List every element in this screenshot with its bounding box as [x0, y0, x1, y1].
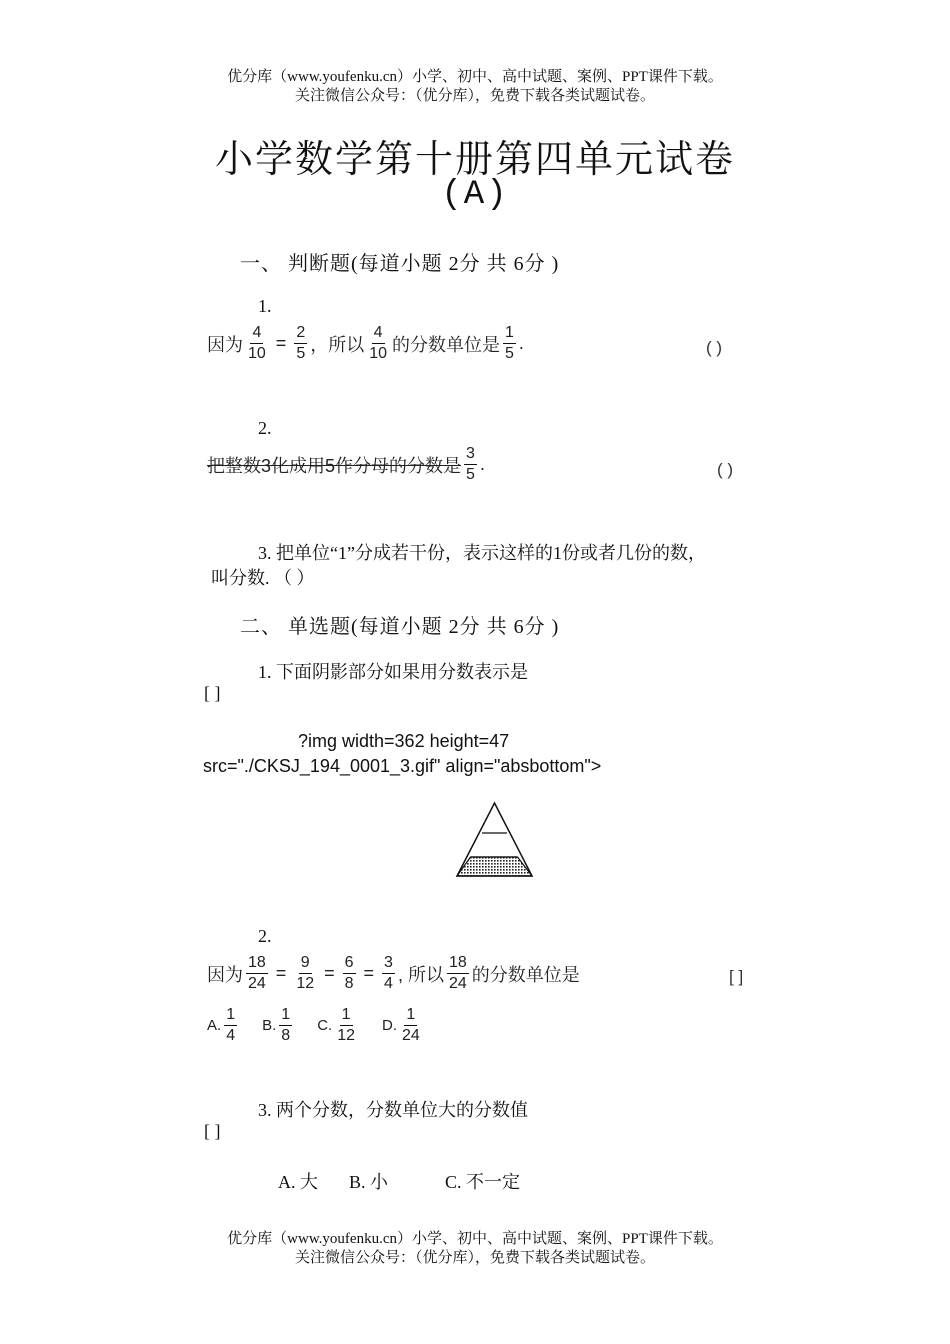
- section2-heading: 二、 单选题(每道小题 2分 共 6分 ): [240, 616, 560, 638]
- s1-q1-number: 1.: [258, 296, 272, 316]
- fraction: $\frac{9}{12}$: [296, 954, 315, 992]
- page-header-line1: 优分库（www.youfenku.cn）小学、初中、高中试题、案例、PPT课件下载。: [227, 69, 723, 85]
- fraction: $\frac{3}{5}$: [466, 445, 475, 483]
- s1-q3-line2[interactable]: 叫分数. （ ）: [211, 568, 315, 588]
- shaded-bottom-part: [457, 857, 532, 876]
- s2-q2-options: [207, 1006, 447, 1045]
- s2-q2-number: 2.: [258, 926, 272, 946]
- fraction: $\frac{1}{5}$: [505, 324, 514, 362]
- s1-q2-number: 2.: [258, 418, 272, 438]
- s1-q1-mid: ，所以: [310, 334, 365, 355]
- s2-q1-broken-image-line1: ?img width=362 height=47: [298, 731, 510, 751]
- s1-q1-pre: 因为: [207, 334, 243, 355]
- page-title: 小学数学第十册第四单元试卷: [214, 139, 735, 181]
- s1-q2-statement: 把整数3化成用5作分母的分数是 $\frac{3}{5}$ .: [207, 445, 485, 483]
- s1-q1-mid2: 的分数单位是: [392, 334, 501, 355]
- s1-q1-answer-blank[interactable]: ( ): [706, 338, 723, 357]
- option-d[interactable]: D. $\frac{1}{24}$: [381, 1006, 420, 1044]
- s2-q2-statement: 因为 $\frac{18}{24}$ = $\frac{9}{12}$ = $\frac{6}{8}$ = $\frac{3}{4}$ , 所以 $\frac{18}{24}$ 的分数单位是: [207, 954, 580, 992]
- page-subtitle: (A): [441, 176, 509, 214]
- s1-q2-answer-blank[interactable]: ( ): [717, 460, 734, 479]
- fraction: $\frac{4}{10}$: [248, 324, 266, 362]
- option-a[interactable]: A. $\frac{1}{4}$: [207, 1006, 236, 1044]
- s2-q3-option-b[interactable]: B. 小: [349, 1172, 389, 1192]
- s2-q3-option-a[interactable]: A. 大: [278, 1172, 318, 1192]
- section1-heading: 一、 判断题(每道小题 2分 共 6分 ): [240, 253, 560, 275]
- s2-q1-text: 1. 下面阴影部分如果用分数表示是: [258, 662, 528, 682]
- s1-q2-text: 把整数3化成用5作分母的分数是: [207, 452, 461, 478]
- option-b[interactable]: B. $\frac{1}{8}$: [262, 1006, 291, 1044]
- shaded-triangle-figure: [455, 800, 535, 880]
- page-header-line2: 关注微信公众号：（优分库），免费下载各类试题试卷。: [294, 88, 655, 104]
- s2-q1-answer-bracket[interactable]: [ ]: [204, 683, 221, 703]
- fraction: $\frac{6}{8}$: [344, 954, 354, 992]
- s2-q1-broken-image-line2: src="./CKSJ_194_0001_3.gif" align="absbottom">: [203, 756, 602, 776]
- s1-q1-statement: 因为 $\frac{4}{10}$ = $\frac{2}{5}$ ，所以 $\frac{4}{10}$ 的分数单位是 $\frac{1}{5}$ .: [207, 324, 524, 362]
- fraction: $\frac{2}{5}$: [296, 324, 306, 362]
- fraction: $\frac{4}{10}$: [369, 324, 388, 362]
- s2-q3-text: 3. 两个分数，分数单位大的分数值: [258, 1100, 528, 1120]
- fraction: $\frac{18}{24}$: [448, 954, 467, 992]
- s2-q3-answer-bracket[interactable]: [ ]: [204, 1121, 221, 1141]
- fraction: $\frac{18}{24}$: [248, 954, 266, 992]
- page-footer-line1: 优分库（www.youfenku.cn）小学、初中、高中试题、案例、PPT课件下载。: [227, 1231, 723, 1247]
- page-footer-line2: 关注微信公众号：（优分库），免费下载各类试题试卷。: [294, 1250, 655, 1266]
- fraction: $\frac{3}{4}$: [384, 954, 393, 992]
- s1-q3-line1: 3. 把单位“1”分成若干份，表示这样的1份或者几份的数，: [258, 543, 706, 563]
- s2-q3-option-c[interactable]: C. 不一定: [445, 1172, 521, 1192]
- option-c[interactable]: C. $\frac{1}{12}$: [317, 1006, 355, 1044]
- s2-q2-answer-bracket[interactable]: [ ]: [729, 967, 744, 986]
